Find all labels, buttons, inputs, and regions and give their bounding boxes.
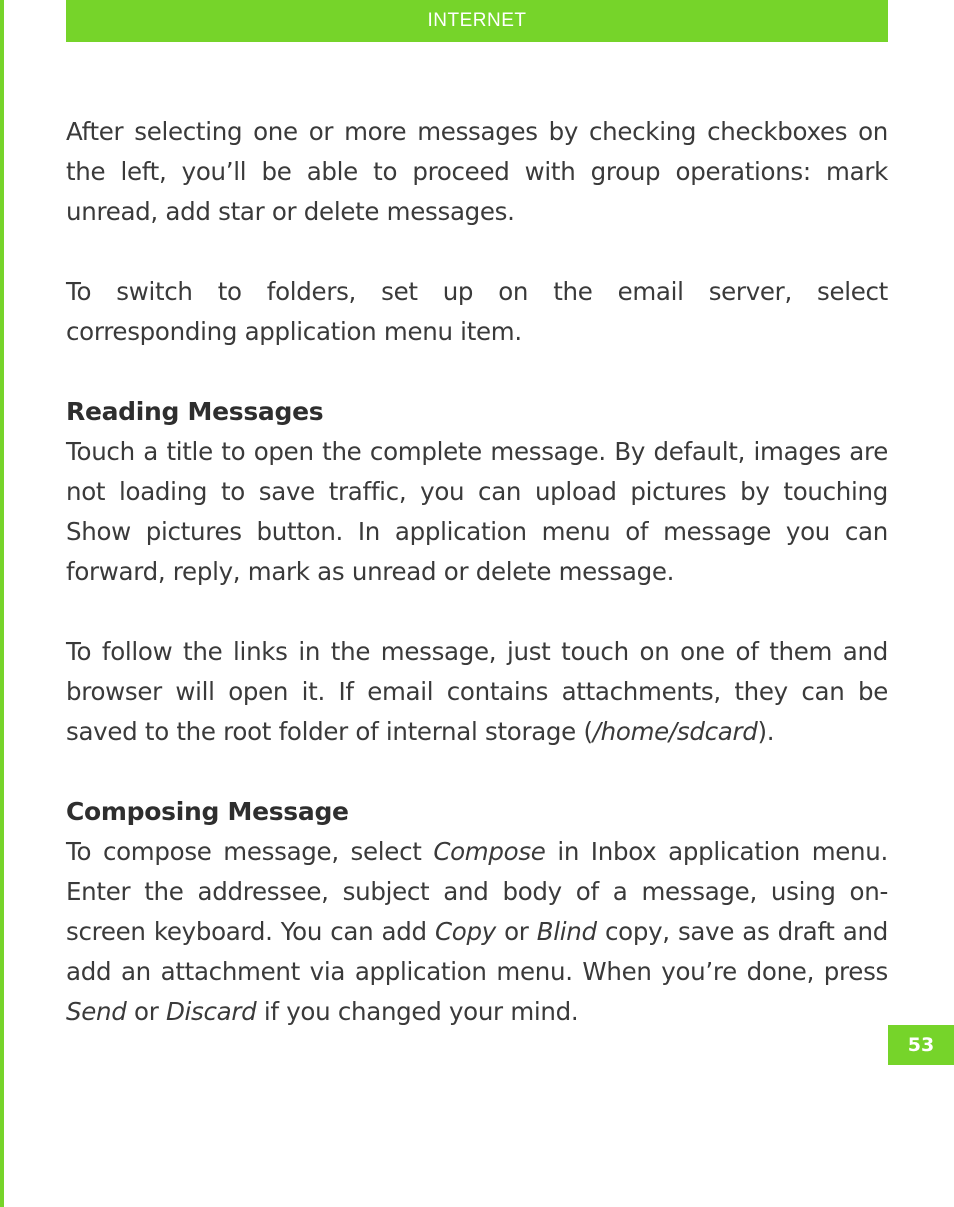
paragraph-folders: To switch to folders, set up on the email server, select corresponding application menu item.	[66, 277, 888, 346]
composing-text-4: copy, save as draft and add an attachment via application menu. When you’re done, press	[66, 917, 888, 986]
copy-term: Copy	[434, 917, 496, 946]
paragraph-reading-links	[66, 632, 888, 752]
page-number	[888, 1025, 954, 1065]
section-title: INTERNET	[427, 10, 527, 31]
storage-path: /home/sdcard	[592, 717, 758, 746]
send-term: Send	[66, 997, 127, 1026]
paragraph-composing	[66, 832, 888, 1032]
paragraph-reading-open: Touch a title to open the complete message. By default, images are not loading to save traffic, you can upload pictures by touching Show pictures button. In application menu of message you can forward, reply, mark as unread or delete message.	[66, 437, 888, 586]
blind-term: Blind	[536, 917, 597, 946]
composing-text-3: or	[495, 917, 537, 946]
section-header	[66, 0, 888, 42]
reading-links-text: To follow the links in the message, just touch on one of them and browser will open it. If email contains attachments, they can be saved to the root folder of internal storage (	[66, 637, 888, 746]
composing-text-5: or	[126, 997, 166, 1026]
paragraph-group-operations: After selecting one or more messages by checking checkboxes on the left, you’ll be able to proceed with group operations: mark unread, add star or delete messages.	[66, 117, 888, 226]
composing-text-2: in Inbox application menu. Enter the addressee, subject and body of a message, using on-screen keyboard. You can add	[66, 837, 888, 946]
reading-links-end: ).	[757, 717, 775, 746]
compose-term: Compose	[433, 837, 546, 866]
page-content	[66, 112, 888, 1032]
heading-reading-messages: Reading Messages	[66, 397, 324, 426]
composing-text-1: To compose message, select	[66, 837, 434, 866]
discard-term: Discard	[165, 997, 257, 1026]
composing-text-6: if you changed your mind.	[256, 997, 579, 1026]
left-margin-rule	[0, 0, 4, 1207]
page-number-label: 53	[907, 1034, 935, 1056]
heading-composing-message: Composing Message	[66, 797, 349, 826]
